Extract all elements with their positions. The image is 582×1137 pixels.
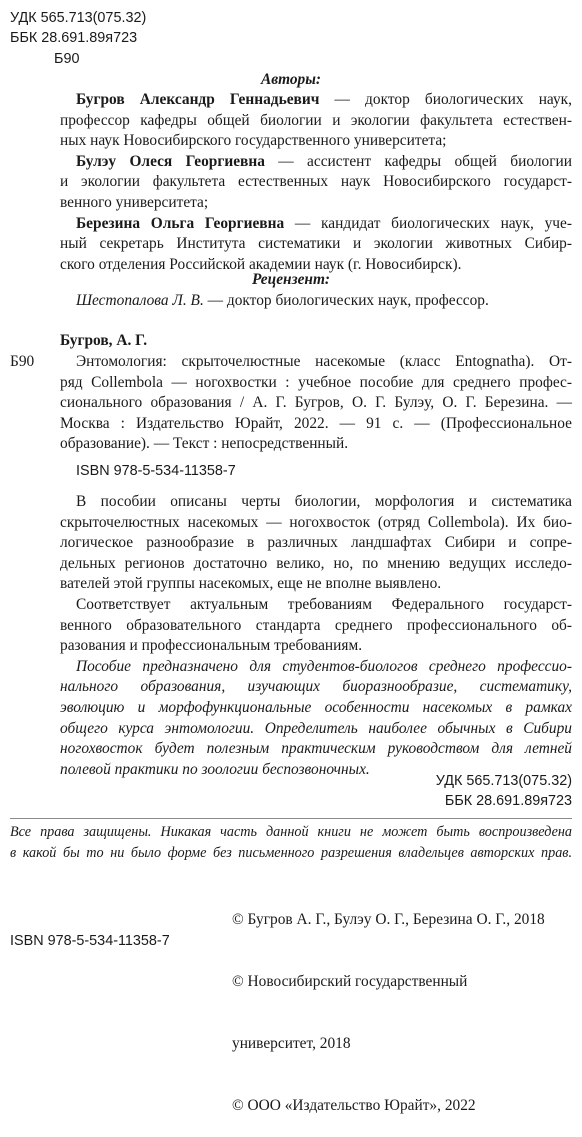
- bottom-udk: УДК 565.713(075.32): [435, 773, 572, 789]
- annotation-line: ногохвосток будет полезным практическим руководством для летней: [60, 740, 572, 758]
- author-desc: — кандидат биологических наук, уче-: [284, 214, 573, 232]
- author-desc-line: ского отделения Российской академии наук (г. Новосибирск).: [60, 255, 462, 273]
- annotation-line: нального образования, изучающих биоразнообразие, систематику,: [60, 678, 572, 696]
- author-desc-line: ных наук Новосибирского государственного университета;: [60, 132, 447, 150]
- reviewer-desc: — доктор биологических наук, профессор.: [203, 292, 489, 309]
- annotation-line: общего курса энтомологии. Определитель наиболее обычных в Сибири: [60, 719, 572, 737]
- author-desc: — ассистент кафедры общей биологии: [264, 152, 572, 170]
- annotation-line: вателей этой группы насекомых, еще не вполне выявлено.: [60, 575, 442, 593]
- copyright-line: © ООО «Издательство Юрайт», 2022: [232, 1096, 476, 1114]
- annotation-paragraph: [60, 492, 572, 595]
- bib-line: сионального образования / А. Г. Бугров, О. Г. Булэу, О. Г. Березина. —: [60, 394, 572, 412]
- rights-line: в какой бы то ни было форме без письменного разрешения владельцев авторских прав.: [10, 844, 572, 861]
- author-desc-line: ный секретарь Института систематики и экологии животных Сибир-: [60, 235, 572, 253]
- annotation-line: венного образовательного стандарта среднего профессионального об-: [60, 616, 572, 634]
- bib-author-heading: Бугров, А. Г.: [60, 332, 148, 349]
- bib-line: Энтомология: скрыточелюстные насекомые (класс Entognatha). От-: [76, 353, 572, 370]
- classification-block: [10, 8, 146, 69]
- annotation-line: скрыточелюстных насекомых — ногохвосток (отряд Collembola). Их био-: [60, 513, 572, 531]
- bbk-code: ББК 28.691.89я723: [10, 30, 138, 47]
- author-desc: — доктор биологических наук,: [319, 91, 573, 108]
- annotation-line: Пособие предназначено для студентов-биологов среднего профессио-: [76, 657, 572, 675]
- annotation-line: полевой практики по зоологии беспозвоночных.: [60, 760, 370, 778]
- bib-description: [60, 352, 572, 455]
- authors-list: [60, 90, 572, 275]
- author-entry: [60, 90, 572, 152]
- bib-line: образование). — Текст : непосредственный.: [60, 435, 349, 453]
- udk-code: УДК 565.713(075.32): [10, 10, 147, 26]
- divider-rule: [10, 818, 572, 819]
- copyright-isbn: ISBN 978-5-534-11358-7: [10, 933, 170, 949]
- annotation-paragraph: [60, 657, 572, 781]
- author-entry: [60, 214, 572, 276]
- author-desc-line: профессор кафедры общей биологии и экологии факультета естествен-: [60, 111, 572, 129]
- copyright-line: © Новосибирский государственный: [232, 972, 468, 990]
- bib-line: ряд Collembola — ногохвостки : учебное пособие для среднего профес-: [60, 373, 572, 391]
- author-first-line: [60, 214, 572, 235]
- author-desc-line: и экологии факультета естественных наук Новосибирского государст-: [60, 173, 572, 191]
- rights-line: Все права защищены. Никакая часть данной книги не может быть воспроизведена: [10, 824, 572, 840]
- annotation-line: Соответствует актуальным требованиям Федерального государст-: [76, 595, 572, 613]
- authors-heading: Авторы:: [260, 71, 322, 88]
- annotation-paragraph: [60, 595, 572, 657]
- author-name: Бугров Александр Геннадьевич: [76, 91, 320, 108]
- rights-notice: [10, 822, 572, 864]
- copyright-block: [232, 869, 545, 1137]
- bib-isbn: ISBN 978-5-534-11358-7: [76, 463, 236, 479]
- bib-line: Москва : Издательство Юрайт, 2022. — 91 с. — (Профессиональное: [60, 414, 572, 432]
- author-first-line: [60, 152, 572, 173]
- annotation-line: дельных регионов достаточно велико, но, по мнению ведущих исследо-: [60, 554, 572, 572]
- annotation-line: эволюцию и морфофункциональные особенности насекомых в рамках: [60, 698, 572, 716]
- author-first-line: [60, 90, 572, 111]
- reviewer-line: [76, 291, 489, 312]
- copyright-line: © Бугров А. Г., Булэу О. Г., Березина О. Г., 2018: [232, 911, 545, 929]
- author-name: Булэу Олеся Георгиевна: [76, 152, 265, 170]
- author-mark: Б90: [54, 50, 80, 67]
- author-entry: [60, 152, 572, 214]
- annotation-line: В пособии описаны черты биологии, морфология и систематика: [76, 493, 572, 510]
- reviewer-heading: Рецензент:: [251, 271, 331, 288]
- bib-author-mark: Б90: [10, 353, 35, 370]
- annotation: [60, 492, 572, 780]
- reviewer-name: Шестопалова Л. В.: [76, 292, 204, 309]
- annotation-line: разования и профессиональным требованиям.: [60, 637, 363, 655]
- bottom-bbk: ББК 28.691.89я723: [444, 793, 572, 809]
- author-desc-line: венного университета;: [60, 193, 209, 211]
- copyright-line: университет, 2018: [232, 1034, 351, 1052]
- annotation-line: логическое разнообразие в различных ландшафтах Сибири и сопре-: [60, 534, 572, 552]
- author-name: Березина Ольга Георгиевна: [76, 214, 285, 232]
